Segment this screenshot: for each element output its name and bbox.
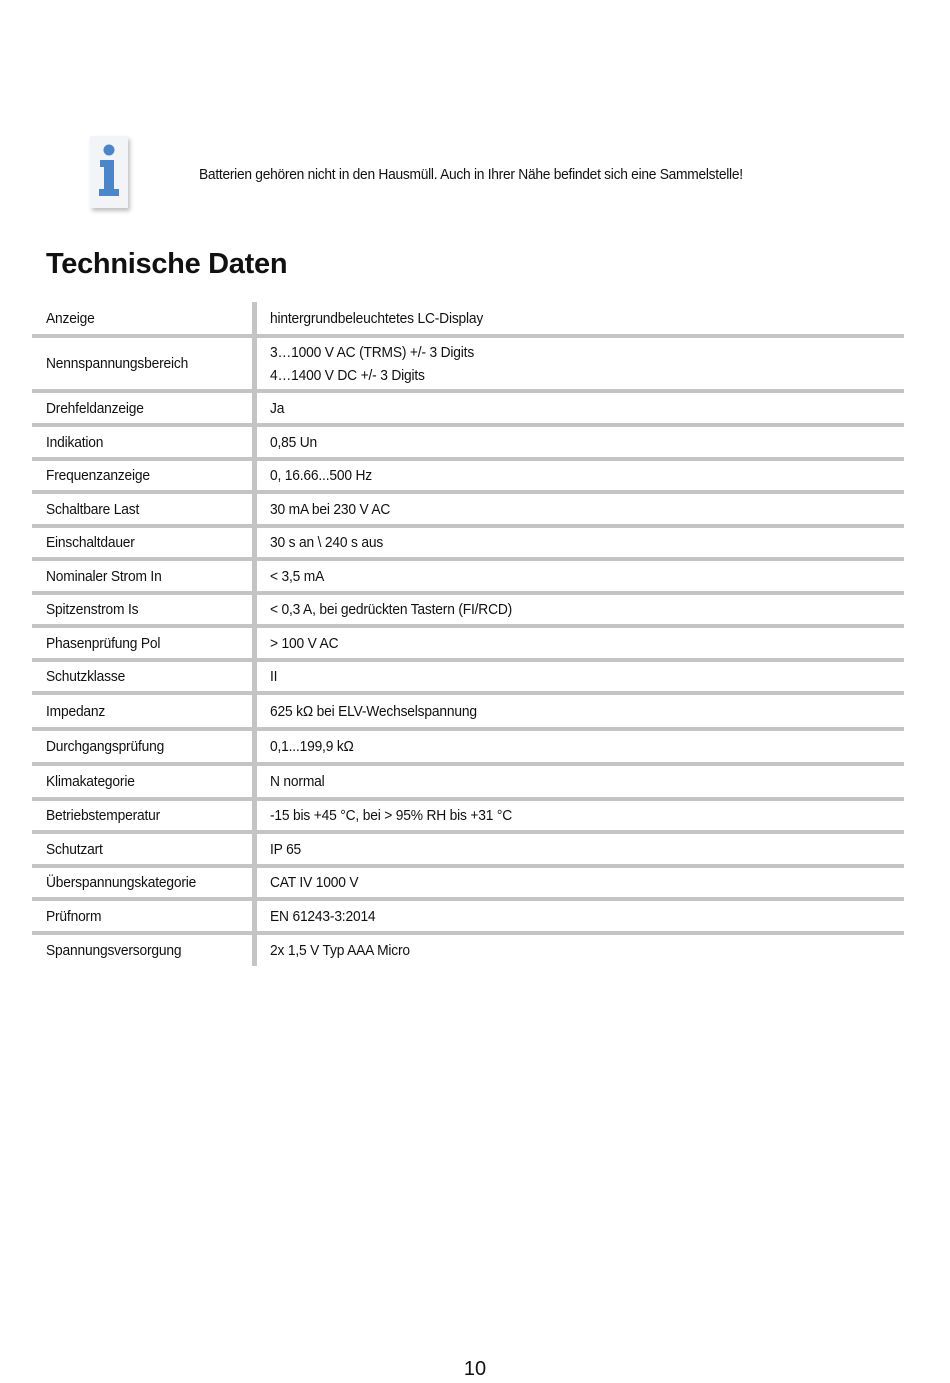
spec-value: 0,1...199,9 kΩ (255, 729, 905, 764)
spec-value: > 100 V AC (255, 626, 905, 660)
table-row (32, 626, 904, 660)
spec-label: Schaltbare Last (32, 492, 255, 526)
spec-label: Klimakategorie (32, 764, 255, 799)
table-row (32, 526, 904, 559)
spec-value: EN 61243-3:2014 (255, 899, 905, 933)
spec-value: CAT IV 1000 V (255, 866, 905, 899)
table-row (32, 899, 904, 933)
spec-label: Nominaler Strom In (32, 559, 255, 593)
technical-data-table (32, 302, 904, 966)
spec-value: < 0,3 A, bei gedrückten Tastern (FI/RCD) (255, 593, 905, 626)
spec-label: Überspannungskategorie (32, 866, 255, 899)
page-number: 10 (463, 1358, 487, 1380)
spec-label: Betriebstemperatur (32, 799, 255, 832)
spec-value: II (255, 660, 905, 693)
spec-label: Schutzklasse (32, 660, 255, 693)
spec-value: Ja (255, 391, 905, 425)
spec-label: Einschaltdauer (32, 526, 255, 559)
spec-label: Anzeige (32, 302, 255, 336)
spec-label: Durchgangsprüfung (32, 729, 255, 764)
table-row (32, 492, 904, 526)
spec-value: -15 bis +45 °C, bei > 95% RH bis +31 °C (255, 799, 905, 832)
table-row (32, 559, 904, 593)
table-row (32, 336, 904, 391)
spec-label: Impedanz (32, 693, 255, 729)
table-row (32, 729, 904, 764)
spec-value: 2x 1,5 V Typ AAA Micro (270, 942, 410, 959)
table-row (32, 832, 904, 866)
spec-value: 0,85 Un (255, 425, 905, 459)
table-row (32, 302, 904, 336)
spec-label: Spannungsversorgung (32, 933, 255, 966)
spec-value: < 3,5 mA (255, 559, 905, 593)
table-row (32, 764, 904, 799)
spec-label: Indikation (32, 425, 255, 459)
table-row (32, 593, 904, 626)
table-row (32, 459, 904, 492)
table-row (32, 425, 904, 459)
spec-label: Frequenzanzeige (32, 459, 255, 492)
battery-disposal-notice: Batterien gehören nicht in den Hausmüll. Auch in Ihrer Nähe befindet sich eine Sammelstelle! (199, 166, 743, 183)
table-row (32, 693, 904, 729)
section-title: Technische Daten (46, 248, 288, 280)
spec-value: 30 s an \ 240 s aus (255, 526, 905, 559)
table-row (32, 391, 904, 425)
spec-value: 0, 16.66...500 Hz (255, 459, 905, 492)
spec-value: IP 65 (255, 832, 905, 866)
spec-value: 625 kΩ bei ELV-Wechselspannung (255, 693, 905, 729)
spec-value: N normal (255, 764, 905, 799)
table-row (32, 933, 904, 966)
spec-value: 30 mA bei 230 V AC (255, 492, 905, 526)
spec-value: 3…1000 V AC (TRMS) +/- 3 Digits 4…1400 V DC +/- 3 Digits (255, 336, 905, 391)
table-row (32, 799, 904, 832)
table-row (32, 866, 904, 899)
spec-label: Spitzenstrom Is (32, 593, 255, 626)
info-icon (90, 136, 128, 208)
spec-label: Nennspannungsbereich (32, 336, 255, 391)
spec-label: Drehfeldanzeige (32, 391, 255, 425)
spec-value: hintergrundbeleuchtetes LC-Display (255, 302, 905, 336)
spec-label: Phasenprüfung Pol (32, 626, 255, 660)
table-row (32, 660, 904, 693)
spec-label: Prüfnorm (32, 899, 255, 933)
spec-label: Schutzart (32, 832, 255, 866)
